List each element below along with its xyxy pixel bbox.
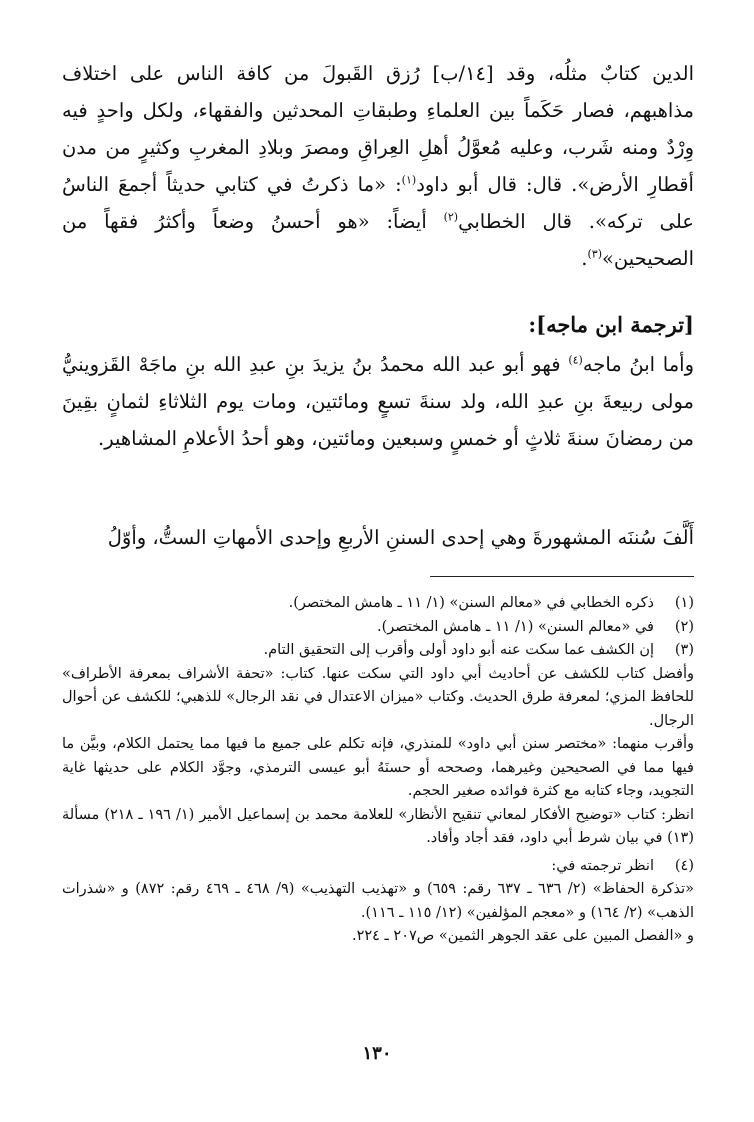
paragraph-1: [62, 55, 694, 277]
footnote-3-para-1: إن الكشف عما سكت عنه أبو داود أولى وأقرب إلى التحقيق التام.: [263, 642, 654, 658]
footnote-3-para-2: وأفضل كتاب للكشف عن أحاديث أبي داود التي سكت عنها. كتاب: «تحفة الأشراف بمعرفة الأطراف» للحافظ المزي؛ لمعرفة طرق الحديث. وكتاب «ميزان الاعتدال في نقد الرجال» للذهبي؛ للكشف عن أحوال الرجال.: [62, 665, 694, 729]
footnote-4-number: (٤): [674, 857, 694, 874]
paragraph-3: أَلَّفَ سُننَه المشهورةَ وهي إحدى السننِ الأربعِ وإحدى الأمهاتِ الستُّ، وأوّلُ: [107, 526, 694, 549]
paragraph-2-text-b: فهو أبو عبد الله محمدُ بنُ يزيدَ بنِ عبدِ الله بنِ ماجَهْ القَزوينيُّ مولى ربيعةَ بنِ عبدِ الله، ولد سنةَ تسعٍ ومائتين، ومات يوم الثلاثاءِ لثمانٍ بقِينَ من رمضانَ سنةَ ثلاثٍ أو خمسٍ وسبعين ومائتين، وهو أحدُ الأعلامِ المشاهير.: [62, 353, 694, 450]
footnote-3-para-3: وأقرب منهما: «مختصر سنن أبي داود» للمنذري، فإنه تكلم على جميع ما فيها مما يحتمل الكلام، وبيَّن ما فيها مما في الصحيحين وغيرهما، وصححه أو حسنَهُ أبو عيسى الترمذي، وجوَّد الكلام على حديثها غاية التجويد، وجاء كتابه مع كثرة فوائده صغير الحجم.: [62, 736, 694, 799]
footnote-ref-3[interactable]: (٣): [587, 247, 602, 261]
paragraph-2: [62, 346, 694, 457]
footnote-divider: [430, 576, 694, 577]
footnote-3-para-4: انظر: كتاب «توضيح الأفكار لمعاني تنقيح الأنظار» للعلامة محمد بن إسماعيل الأمير (١/ ١٩٦ ـ ٢١٨) مسألة (١٣) في بيان شرط أبي داود، فقد أجاد وأفاد.: [62, 806, 694, 846]
footnote-4-para-2: «تذكرة الحفاظ» (٢/ ٦٣٦ ـ ٦٣٧ رقم: ٦٥٩) و «تهذيب التهذيب» (٩/ ٤٦٨ ـ ٤٦٩ رقم: ٨٧٢) و «شذرات الذهب» (٢/ ١٦٤) و «معجم المؤلفين» (١٢/ ١١٥ ـ ١١٦).: [62, 881, 695, 921]
footnote-1-number: (١): [674, 595, 694, 611]
footnote-4-para-3: و «الفصل المبين على عقد الجوهر الثمين» ص٢٠٧ ـ ٢٢٤.: [351, 928, 694, 944]
footnote-3-number: (٣): [674, 642, 694, 658]
paragraph-1-text-a: الدين كتابٌ مثلُه، وقد [١٤/ب] رُزق القَبولَ من كافة الناس على اختلاف مذاهبهم، فصار حَكَماً بين العلماءِ وطبقاتِ المحدثين والفقهاء، ولكل واحدٍ فيه وِرْدٌ ومنه شَرب، وعليه مُعوَّلُ أهلِ العِراقِ ومصرَ وبلادِ المغربِ وكثيرٍ من مدن أقطارِ الأرض». قال: قال أبو داود: [62, 62, 694, 196]
footnote-1-text: ذكره الخطابي في «معالم السنن» (١/ ١١ ـ هامش المختصر).: [288, 595, 654, 611]
page-number: ١٣٠: [362, 1043, 392, 1064]
section-heading: [ترجمة ابن ماجه]:: [528, 312, 694, 337]
paragraph-1-text-c: أيضاً: «هو أحسنُ وضعاً وأكثرُ فقهاً من الصحيحين»: [62, 210, 694, 270]
paragraph-1-text-d: .: [581, 247, 588, 270]
footnote-2: [62, 616, 694, 640]
footnote-2-number: (٢): [674, 618, 694, 635]
footnote-2-text: في «معالم السنن» (١/ ١١ ـ هامش المختصر).: [377, 618, 654, 635]
paragraph-2-text-a: وأما ابنُ ماجه: [582, 353, 695, 376]
footnote-4: [62, 855, 694, 879]
footnote-4-para-1: انظر ترجمته في:: [551, 857, 654, 874]
footnote-ref-4[interactable]: (٤): [568, 353, 583, 367]
footnote-ref-1[interactable]: (١): [401, 173, 417, 187]
footnote-3: [62, 639, 694, 663]
footnote-ref-2[interactable]: (٢): [443, 210, 459, 224]
footnote-1: [62, 592, 694, 616]
footnotes: [62, 592, 694, 949]
paragraph-1-text-b: : «ما ذكرتُ في كتابي حديثاً أجمعَ الناسُ على تركه». قال الخطابي: [62, 173, 694, 233]
